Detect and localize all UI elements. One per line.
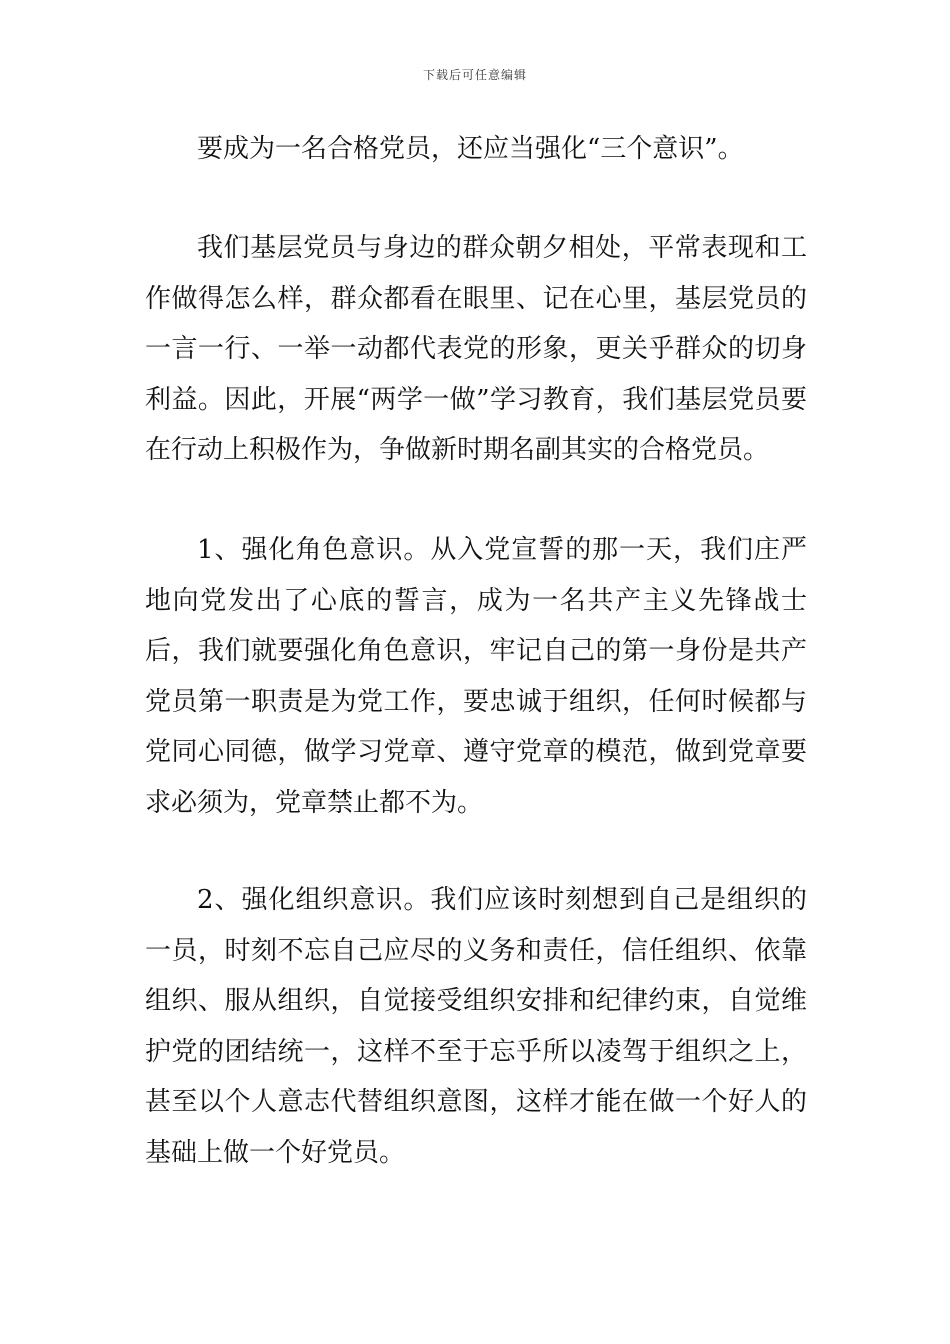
paragraph-organization-awareness: 2、强化组织意识。我们应该时刻想到自己是组织的一员，时刻不忘自己应尽的义务和责任，信任组织、依靠组织、服从组织，自觉接受组织安排和纪律约束，自觉维护党的团结统一，这样不至于忘乎所以凌驾于组织之上，甚至以个人意志代替组织意图，这样才能在做一个好人的基础上做一个好党员。 <box>145 885 807 1168</box>
paragraph-context: 我们基层党员与身边的群众朝夕相处，平常表现和工作做得怎么样，群众都看在眼里、记在心里，基层党员的一言一行、一举一动都代表党的形象，更关乎群众的切身利益。因此，开展“两学一做”学习教育，我们基层党员要在行动上积极作为，争做新时期名副其实的合格党员。 <box>145 233 807 465</box>
paragraph-intro: 要成为一名合格党员，还应当强化“三个意识”。 <box>197 134 744 164</box>
paragraph-role-awareness: 1、强化角色意识。从入党宣誓的那一天，我们庄严地向党发出了心底的誓言，成为一名共产主义先锋战士后，我们就要强化角色意识，牢记自己的第一身份是共产党员第一职责是为党工作，要忠诚于组织，任何时候都与党同心同德，做学习党章、遵守党章的模范，做到党章要求必须为，党章禁止都不为。 <box>145 535 807 818</box>
header-note: 下载后可任意编辑 <box>422 68 527 82</box>
